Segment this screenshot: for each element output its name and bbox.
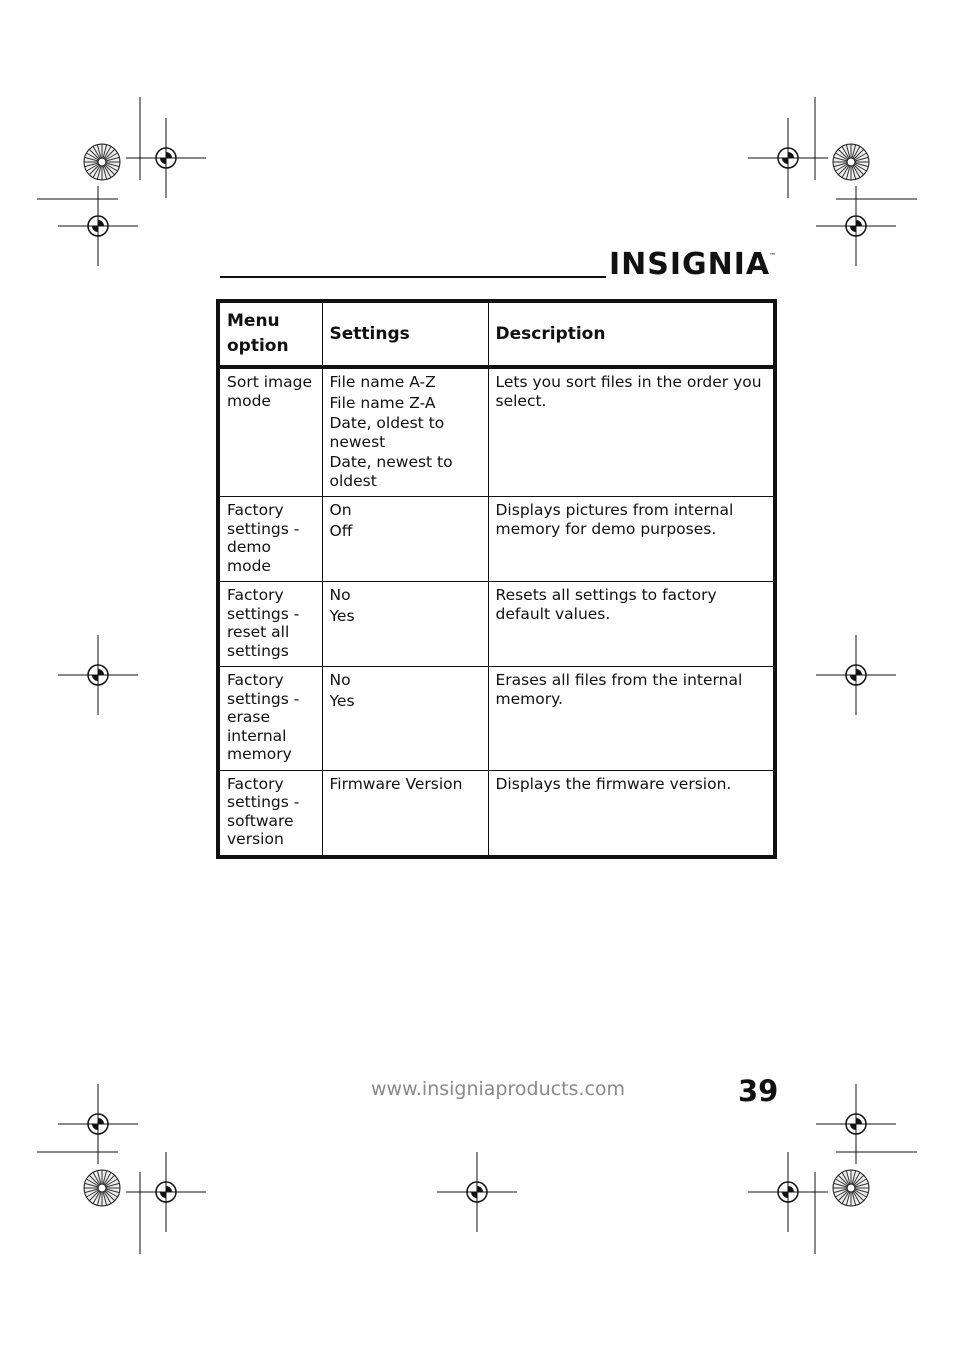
- setting-value: No: [329, 586, 351, 604]
- registration-target-fill: [160, 1186, 172, 1198]
- insignia-logo: [609, 238, 779, 288]
- description-cell: Displays pictures from internal memory for demo purposes.: [488, 497, 775, 582]
- setting-value: Firmware Version: [329, 774, 463, 793]
- menu-options-table: [216, 299, 777, 859]
- registration-target-fill: [160, 152, 172, 164]
- description-cell: Displays the firmware version.: [488, 770, 775, 857]
- registration-target-fill: [471, 1186, 483, 1198]
- registration-target-fill: [92, 669, 104, 681]
- registration-target-fill: [92, 220, 104, 232]
- table-row: [218, 582, 775, 667]
- setting-value: Yes: [329, 606, 355, 625]
- registration-target-fill: [782, 1186, 794, 1198]
- setting-value: Date, newest to oldest: [329, 453, 453, 490]
- column-header-description: Description: [488, 301, 775, 367]
- table-row: [218, 770, 775, 857]
- setting-value: On: [329, 501, 352, 519]
- registration-starburst-center: [98, 158, 106, 166]
- menu-option-cell: Sort image mode: [218, 367, 322, 497]
- table-row: [218, 667, 775, 771]
- table-header-row: [218, 301, 775, 367]
- registration-target-fill: [92, 1118, 104, 1130]
- registration-starburst-center: [847, 158, 855, 166]
- footer-url: www.insigniaproducts.com: [371, 1078, 626, 1100]
- menu-option-cell: Factory settings - demo mode: [218, 497, 322, 582]
- setting-value: File name Z-A: [329, 393, 436, 412]
- setting-value: Yes: [329, 691, 355, 710]
- settings-cell: [322, 497, 488, 582]
- table-row: [218, 367, 775, 497]
- table-row: [218, 497, 775, 582]
- setting-value: File name A-Z: [329, 373, 436, 391]
- setting-value: Off: [329, 521, 353, 540]
- description-cell: Resets all settings to factory default values.: [488, 582, 775, 667]
- settings-cell: [322, 582, 488, 667]
- registration-target-fill: [782, 152, 794, 164]
- registration-target-fill: [850, 669, 862, 681]
- registration-starburst-center: [98, 1184, 106, 1192]
- setting-value: No: [329, 671, 351, 689]
- registration-target-fill: [850, 220, 862, 232]
- column-header-settings: Settings: [322, 301, 488, 367]
- registration-target-fill: [850, 1118, 862, 1130]
- insignia-logo-text: INSIGNIA: [609, 247, 771, 282]
- settings-cell: [322, 667, 488, 771]
- description-cell: Erases all files from the internal memory.: [488, 667, 775, 771]
- menu-option-cell: Factory settings - erase internal memory: [218, 667, 322, 771]
- trademark-mark: ™: [769, 252, 776, 260]
- header-rule: [220, 276, 606, 278]
- registration-starburst-center: [847, 1184, 855, 1192]
- settings-cell: [322, 367, 488, 497]
- menu-option-cell: Factory settings - reset all settings: [218, 582, 322, 667]
- settings-cell: [322, 770, 488, 857]
- setting-value: Date, oldest to newest: [329, 414, 445, 451]
- description-cell: Lets you sort files in the order you select.: [488, 367, 775, 497]
- menu-option-cell: Factory settings - software version: [218, 770, 322, 857]
- column-header-menu-option: Menu option: [218, 301, 322, 367]
- page-number: 39: [738, 1074, 779, 1108]
